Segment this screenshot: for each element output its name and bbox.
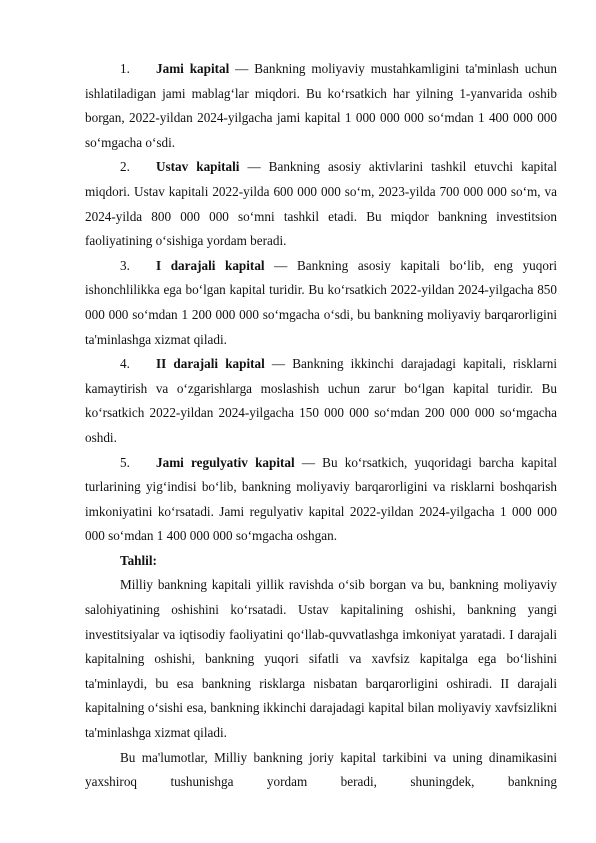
- analysis-paragraph: Bu ma'lumotlar, Milliy bankning joriy kapital tarkibini va uning dinamikasini yaxshiroq tushunishga yordam beradi, shuningdek, bankning: [85, 749, 557, 790]
- item-number: 3.: [120, 257, 130, 273]
- item-text: — Bu ko‘rsatkich, yuqoridagi barcha kapital turlarining yig‘indisi bo‘lib, bankning moliyaviy barqarorligini va risklarni boshqarish imkoniyatini ko‘rsatadi. Jami regulyativ kapital 2022-yildan 2024-yilgacha 1 000 000 000 so‘mdan 1 400 000 000 so‘mgacha oshgan.: [85, 454, 558, 544]
- analysis-paragraph: Milliy bankning kapitali yillik ravishda o‘sib borgan va bu, bankning moliyaviy salohiyatining oshishini ko‘rsatadi. Ustav kapitalining oshishi, bankning yangi investitsiyalar va iqtisodiy faoliyatini qo‘llab-quvvatlashga imkoniyat yaratadi. I darajali kapitalning oshishi, bankning yuqori sifatli va xavfsiz kapitalga ega bo‘lishini ta'minlaydi, bu esa bankning risklarga nisbatan barqarorligini oshiradi. II darajali kapitalning o‘sishi esa, bankning ikkinchi darajadagi kapital bilan moliyaviy xavfsizlikni ta'minlashga xizmat qiladi.: [85, 577, 557, 741]
- item-text: — Bankning ikkinchi darajadagi kapitali, risklarni kamaytirish va o‘zgarishlarga moslashish uchun zarur bo‘lgan kapital turidir. Bu ko‘rsatkich 2022-yildan 2024-yilgacha 150 000 000 so‘mdan 200 000 000 so‘mgacha oshdi.: [85, 356, 557, 445]
- list-item: [85, 155, 557, 253]
- document-page: [85, 57, 557, 795]
- item-term: Jami regulyativ kapital: [156, 454, 295, 470]
- analysis-heading: Tahlil:: [120, 552, 157, 568]
- list-item: [85, 57, 557, 155]
- list-item: [85, 254, 557, 352]
- item-number: 2.: [120, 159, 130, 175]
- item-term: Ustav kapitali: [156, 159, 240, 175]
- item-term: Jami kapital: [156, 61, 230, 76]
- item-number: 5.: [120, 454, 130, 470]
- item-term: II darajali kapital: [156, 356, 265, 372]
- list-item: [85, 352, 557, 450]
- item-number: 4.: [120, 356, 130, 372]
- item-text: — Bankning asosiy aktivlarini tashkil etuvchi kapital miqdori. Ustav kapitali 2022-yilda 600 000 000 so‘m, 2023-yilda 700 000 000 so‘m, va 2024-yilda 800 000 000 so‘mni tashkil etadi. Bu miqdor bankning investitsion faoliyatining o‘sishiga yordam beradi.: [85, 159, 557, 249]
- item-text: — Bankning moliyaviy mustahkamligini ta'minlash uchun ishlatiladigan jami mablag‘lar miqdori. Bu ko‘rsatkich har yilning 1-yanvarida oshib borgan, 2022-yildan 2024-yilgacha jami kapital 1 000 000 000 so‘mdan 1 400 000 000 so‘mgacha o‘sdi.: [85, 61, 557, 150]
- list-item: [85, 451, 557, 549]
- item-text: — Bankning asosiy kapitali bo‘lib, eng yuqori ishonchlilikka ega bo‘lgan kapital turidir. Bu ko‘rsatkich 2022-yildan 2024-yilgacha 850 000 000 so‘mdan 1 200 000 000 so‘mgacha o‘sdi, bu bankning moliyaviy barqarorligini ta'minlashga xizmat qiladi.: [85, 257, 557, 347]
- item-term: I darajali kapital: [156, 257, 265, 273]
- item-number: 1.: [120, 61, 130, 76]
